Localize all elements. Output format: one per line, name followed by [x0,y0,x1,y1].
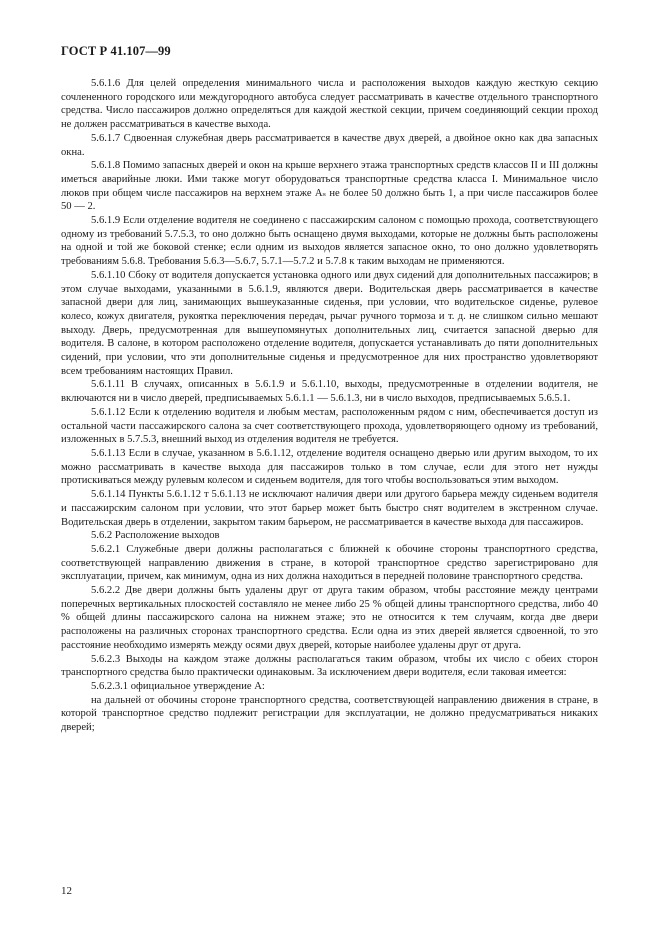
document-body [61,77,598,735]
page-number: 12 [61,885,72,897]
section-heading-5-6-2: 5.6.2 Расположение выходов [91,530,220,542]
paragraph-5-6-1-13: 5.6.1.13 Если в случае, указанном в 5.6.1.12, отделение водителя оснащено дверью или другим выходом, то их можно рассматривать в качестве выхода для пассажиров только в том случае, если для этого нет нужды протискиваться между рулевым колесом и сиденьем водителя, для того чтобы воспользоваться этим выходом. [61,447,598,487]
paragraph-5-6-1-12: 5.6.1.12 Если к отделению водителя и любым местам, расположенным рядом с ним, обеспечивается доступ из остальной части пассажирского салона за счет соответствующего прохода, удовлетворяющего одному из требований, изложенных в 5.7.5.3, внешний выход из отделения водителя не требуется. [61,406,598,446]
paragraph-5-6-1-8: 5.6.1.8 Помимо запасных дверей и окон на крыше верхнего этажа транспортных средств классов II и III должны иметься аварийные люки. Ими также могут оборудоваться транспортные средства класса I. Минимальное число люков при общем числе пассажиров на верхнем этаже Aₛ не более 50 должно быть 1, а при числе пассажиров более 50 — 2. [61,160,598,213]
document-code: ГОСТ Р 41.107—99 [61,44,171,58]
paragraph-5-6-2-1: 5.6.2.1 Служебные двери должны располагаться с ближней к обочине стороны транспортного средства, соответствующей направлению движения в стране, в которой транспортное средство зарегистрировано для эксплуатации, причем, как минимум, одна из них должна находиться в передней половине транспортного средства. [61,543,598,583]
paragraph-5-6-1-9: 5.6.1.9 Если отделение водителя не соединено с пассажирским салоном с помощью прохода, соответствующего одному из требований 5.7.5.3, то оно должно быть оснащено двумя выходами, которые не должны быть расположены на одной и той же боковой стенке; если одним из выходов является запасное окно, то оно должно удовлетворять требованиям 5.6.8. Требования 5.6.3—5.6.7, 5.7.1—5.7.2 и 5.7.8 к таким выходам не применяются. [61,215,598,268]
paragraph-5-6-1-10: 5.6.1.10 Сбоку от водителя допускается установка одного или двух сидений для дополнительных пассажиров; в этом случае выходами, указанными в 5.6.1.9, являются двери. Водительская дверь рассматривается в качестве запасной двери для лиц, занимающих вышеуказанные сиденья, при условии, что водительское сиденье, рулевое колесо, кожух двигателя, рукоятка переключения передач, рычаг ручного тормоза и т. д. не слишком сильно мешают выходу. Дверь, предусмотренная для вышеупомянутых дополнительных лиц, считается запасной дверью для водителя. В салоне, в котором расположено отделение водителя, допускается устанавливать до пяти дополнительных сидений, при условии, что эти дополнительные сиденья и предусмотренное для них пространство удовлетворяют всем требованиям настоящих Правил. [61,269,598,377]
paragraph-5-6-2-3-1: 5.6.2.3.1 официальное утверждение А: [91,680,265,692]
paragraph-5-6-1-14: 5.6.1.14 Пункты 5.6.1.12 т 5.6.1.13 не исключают наличия двери или другого барьера между сиденьем водителя и пассажирским салоном при условии, что этот барьер может быть быстро снят водителем в экстренном случае. Водительская дверь в отделении, закрытом таким барьером, не рассматривается в качестве выхода для пассажиров. [61,489,598,528]
paragraph-5-6-1-7: 5.6.1.7 Сдвоенная служебная дверь рассматривается в качестве двух дверей, а двойное окно как два запасных окна. [61,132,598,158]
paragraph-5-6-1-11: 5.6.1.11 В случаях, описанных в 5.6.1.9 и 5.6.1.10, выходы, предусмотренные в отделении водителя, не включаются ни в число дверей, предписываемых 5.6.1.1 — 5.6.1.3, ни в число выходов, предписываемых 5.6.5.1. [61,379,598,405]
paragraph-5-6-2-3-1-text: на дальней от обочины стороне транспортного средства, соответствующей направлению движения в стране, в которой транспортное средство подлежит регистрации для эксплуатации, не должно предусматриваться никаких дверей; [61,694,598,734]
paragraph-5-6-2-2: 5.6.2.2 Две двери должны быть удалены друг от друга таким образом, чтобы расстояние между центрами поперечных вертикальных плоскостей составляло не менее либо 25 % общей длины транспортного средства, либо 40 % общей длины пассажирского салона на нижнем этаже; это не относится к тем случаям, когда две двери расположены на различных сторонах транспортного средства. Если одна из этих дверей является сдвоенной, то это расстояние необходимо измерять между осями двух дверей, которые наиболее удалены друг от друга. [61,585,598,651]
paragraph-5-6-1-6: 5.6.1.6 Для целей определения минимального числа и расположения выходов каждую жесткую секцию сочлененного городского или междугородного автобуса следует рассматривать в качестве отдельного транспортного средства. Число пассажиров должно определяться для каждой жесткой секции, причем соединяющий секции проход не должен рассматриваться в качестве выхода. [61,78,598,131]
paragraph-5-6-2-3: 5.6.2.3 Выходы на каждом этаже должны располагаться таким образом, чтобы их число с обеих сторон транспортного средства было практически одинаковым. За исключением двери водителя, если таковая имеется: [61,653,598,679]
